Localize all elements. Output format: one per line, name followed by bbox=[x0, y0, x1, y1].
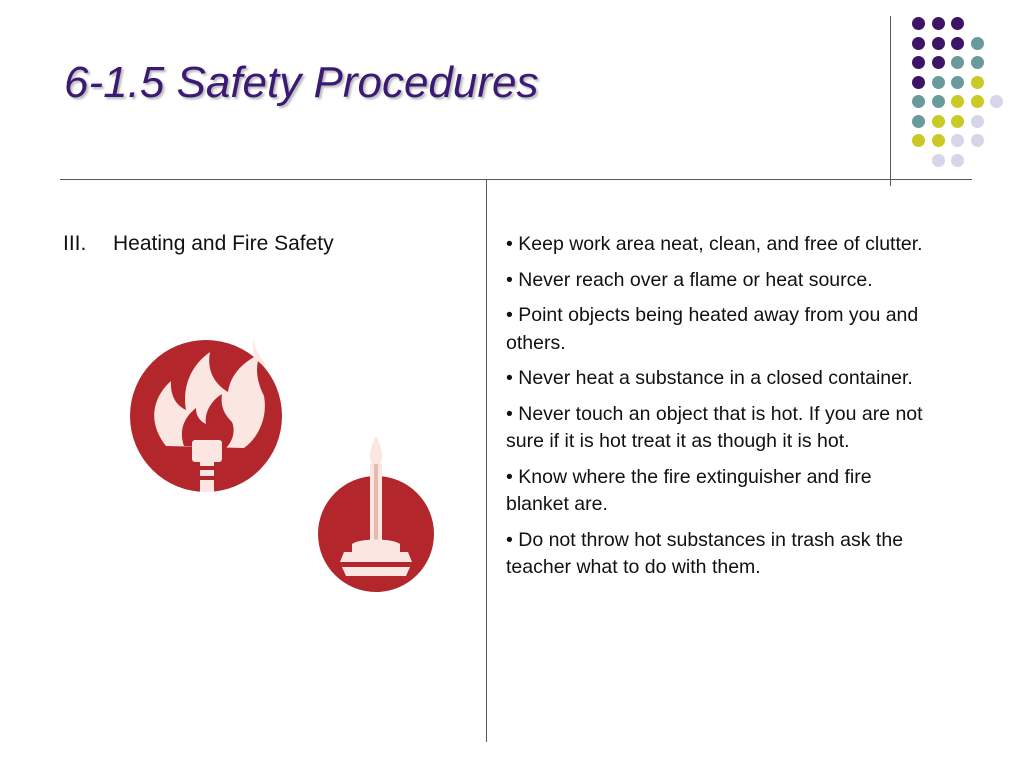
decorative-dot bbox=[912, 134, 925, 147]
bullet-item: • Never heat a substance in a closed container. bbox=[506, 367, 913, 389]
decorative-dot bbox=[932, 76, 945, 89]
bullet-item: • Point objects being heated away from you and others. bbox=[506, 304, 919, 354]
decorative-dot bbox=[951, 76, 964, 89]
decorative-dot bbox=[932, 115, 945, 128]
decorative-dot bbox=[932, 154, 945, 167]
decorative-dot bbox=[932, 56, 945, 69]
section-number: III. bbox=[63, 232, 87, 255]
decorative-dot bbox=[912, 115, 925, 128]
decorative-dot bbox=[951, 115, 964, 128]
decorative-dot bbox=[912, 76, 925, 89]
decorative-dot bbox=[971, 95, 984, 108]
bullet-item: • Keep work area neat, clean, and free of clutter. bbox=[506, 233, 923, 255]
section-heading bbox=[63, 232, 334, 256]
decorative-dot bbox=[951, 154, 964, 167]
bullet-item: • Know where the fire extinguisher and fire blanket are. bbox=[506, 465, 872, 515]
decorative-dot bbox=[912, 56, 925, 69]
decorative-dot bbox=[912, 37, 925, 50]
vertical-divider-top bbox=[890, 16, 891, 186]
decorative-dot bbox=[971, 76, 984, 89]
bullet-list bbox=[506, 231, 931, 590]
decorative-dot bbox=[932, 134, 945, 147]
decorative-dot bbox=[951, 134, 964, 147]
bullet-item: • Never touch an object that is hot. If you are not sure if it is hot treat it as though it is hot. bbox=[506, 402, 923, 452]
bullet-item: • Do not throw hot substances in trash ask the teacher what to do with them. bbox=[506, 528, 904, 578]
decorative-dot bbox=[990, 95, 1003, 108]
decorative-dot bbox=[971, 115, 984, 128]
vertical-divider-middle bbox=[486, 180, 487, 742]
slide-title: 6-1.5 Safety Procedures bbox=[64, 58, 539, 107]
horizontal-divider bbox=[60, 179, 972, 180]
decorative-dot bbox=[971, 56, 984, 69]
section-title: Heating and Fire Safety bbox=[113, 232, 334, 255]
decorative-dot bbox=[932, 95, 945, 108]
decorative-dot bbox=[951, 37, 964, 50]
decorative-dot bbox=[971, 134, 984, 147]
decorative-dot bbox=[951, 56, 964, 69]
decorative-dot bbox=[951, 17, 964, 30]
decorative-dot bbox=[932, 37, 945, 50]
bullet-item: • Never reach over a flame or heat source. bbox=[506, 268, 873, 291]
decorative-dot bbox=[951, 95, 964, 108]
decorative-dot bbox=[932, 17, 945, 30]
fire-safety-icon bbox=[126, 326, 288, 496]
decorative-dot bbox=[971, 37, 984, 50]
decorative-dot bbox=[912, 17, 925, 30]
decorative-dot bbox=[912, 95, 925, 108]
heating-safety-icon bbox=[314, 434, 438, 594]
